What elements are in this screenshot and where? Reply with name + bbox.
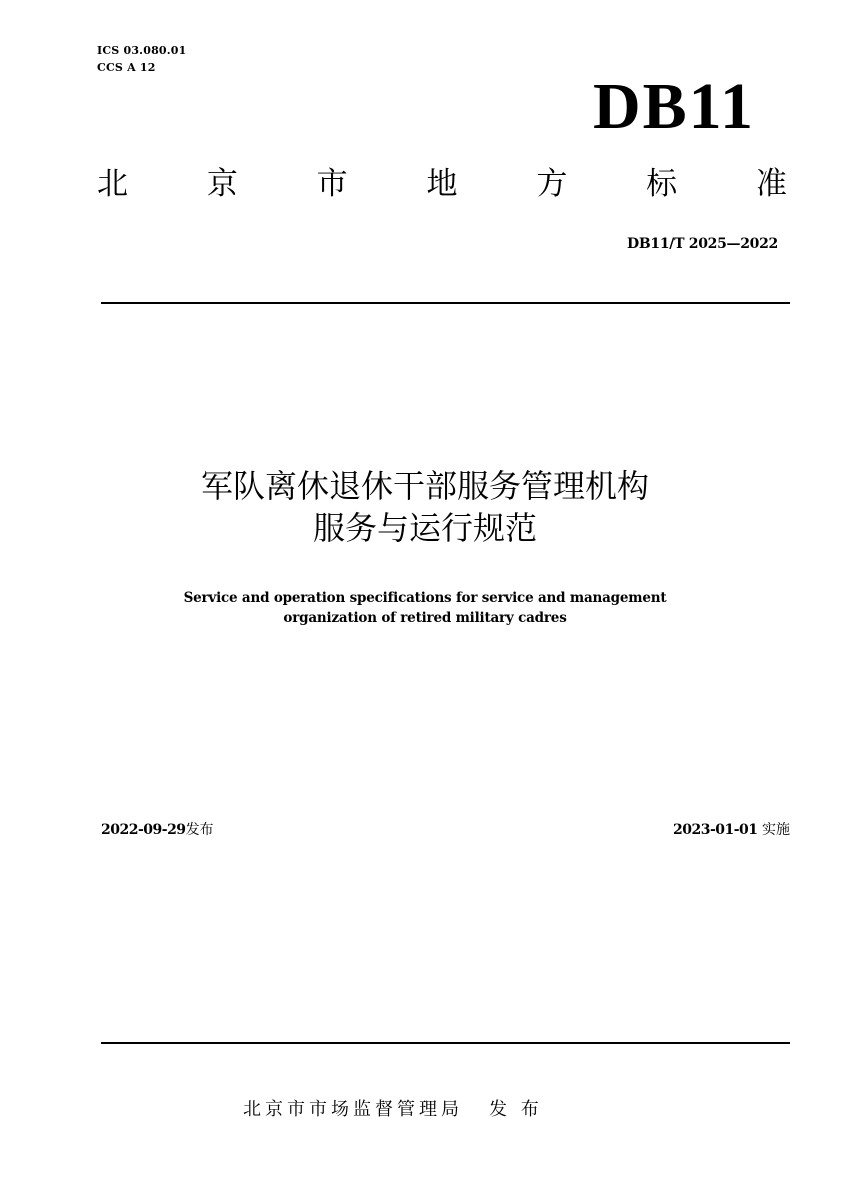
chinese-title: [0, 465, 850, 549]
english-title: [0, 588, 850, 628]
heading-char: 标: [646, 166, 678, 202]
ccs-code: CCS A 12: [97, 61, 156, 74]
heading-char: 地: [426, 166, 458, 202]
ics-code: ICS 03.080.01: [97, 44, 187, 57]
publisher-name: 北京市市场监督管理局: [243, 1099, 463, 1120]
publisher-line: [243, 1097, 543, 1123]
heading-char: 京: [206, 166, 238, 202]
standard-number: DB11/T 2025—2022: [627, 236, 778, 252]
english-title-line-1: Service and operation specifications for service and management: [183, 590, 667, 606]
issue-date: 2022-09-29: [101, 822, 186, 838]
classification-codes: [97, 42, 187, 76]
heading-char: 北: [97, 166, 128, 202]
effective-date: 2023-01-01: [672, 822, 758, 838]
issue-date-block: [101, 820, 214, 840]
chinese-title-line-1: 军队离休退休干部服务管理机构: [200, 467, 649, 505]
top-divider: [101, 302, 790, 304]
heading-char: 准: [755, 166, 787, 202]
heading-char: 市: [316, 166, 348, 202]
bottom-divider: [101, 1042, 790, 1044]
english-title-line-2: organization of retired military cadres: [283, 610, 567, 626]
issue-label: 发布: [185, 822, 214, 838]
publish-label: 发 布: [489, 1099, 543, 1120]
standard-prefix: DB11: [592, 70, 755, 143]
heading-char: 方: [536, 166, 568, 202]
effective-label: 实施: [762, 822, 790, 838]
chinese-title-line-2: 服务与运行规范: [312, 509, 537, 547]
standard-type-heading: [97, 164, 787, 204]
effective-date-block: [673, 820, 790, 840]
